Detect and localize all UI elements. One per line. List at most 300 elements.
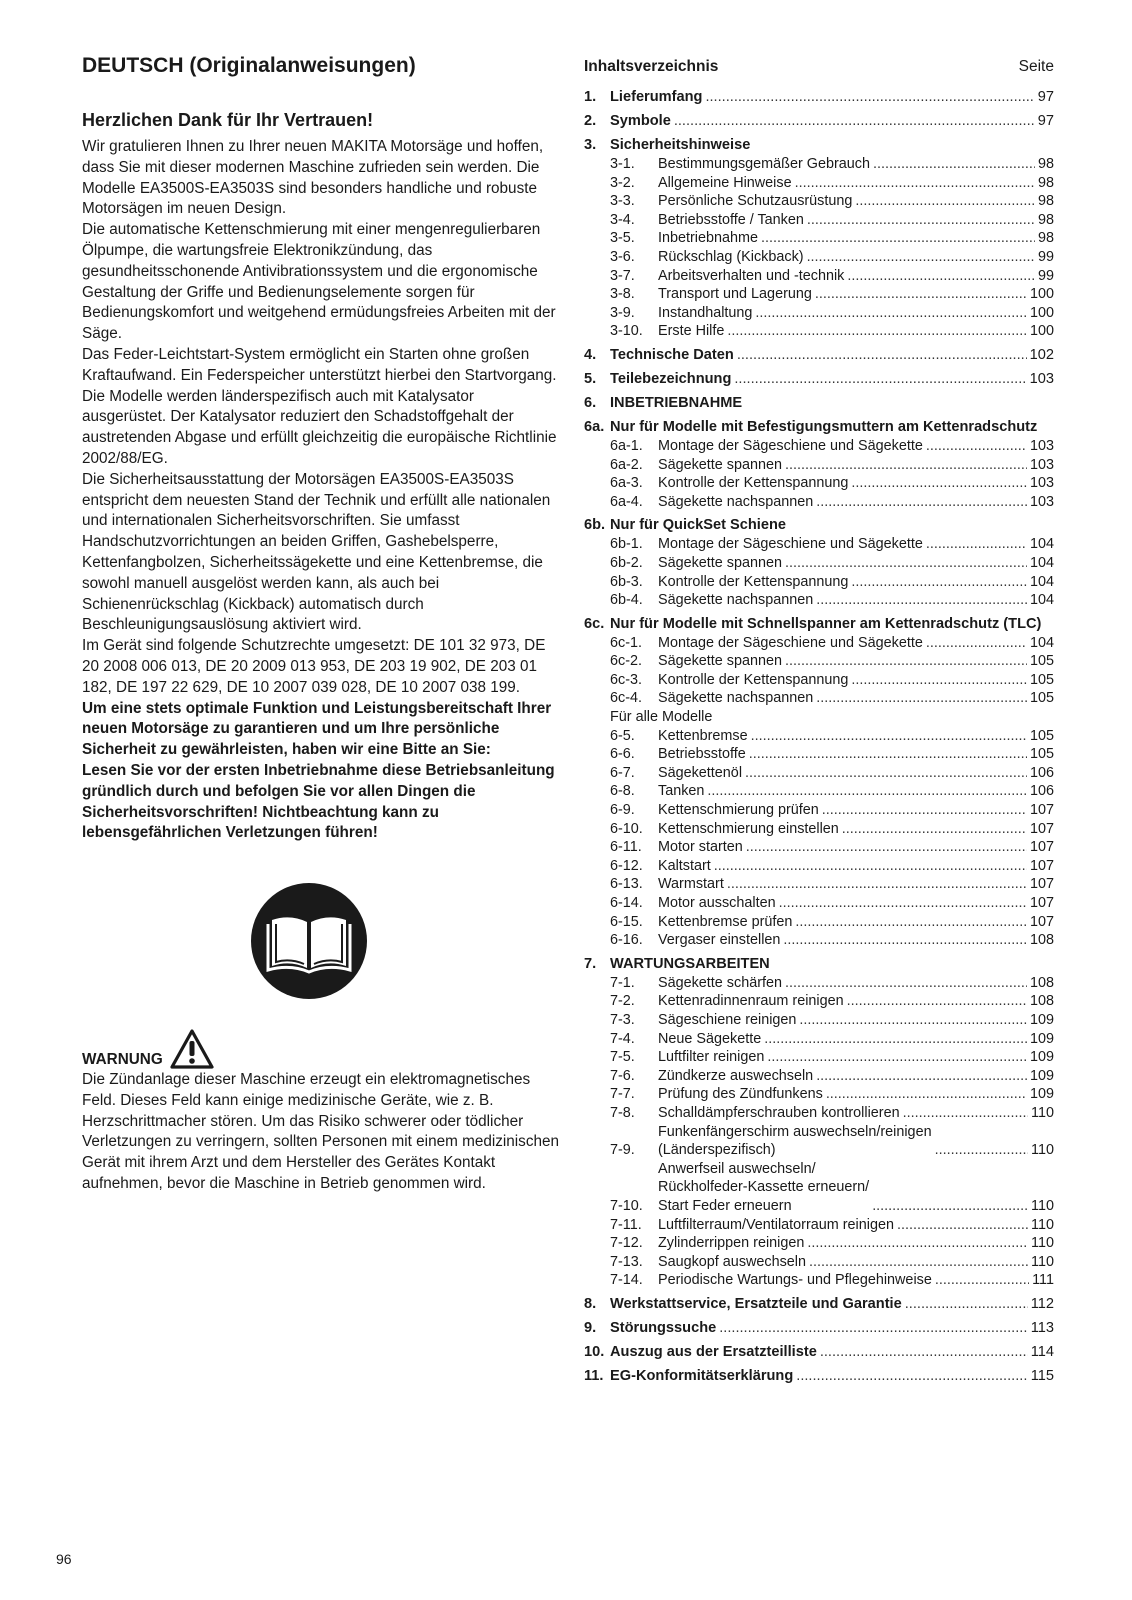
toc-entry[interactable] bbox=[610, 857, 1054, 876]
toc-entry-page: 104 bbox=[1029, 592, 1054, 609]
toc-entry-title-line: Rückschlag (Kickback) bbox=[658, 248, 804, 265]
toc-entry-page: 105 bbox=[1029, 653, 1054, 670]
toc-entry-page: 98 bbox=[1037, 174, 1054, 191]
toc-entry-page: 107 bbox=[1029, 857, 1054, 874]
toc-entry[interactable] bbox=[610, 591, 1054, 610]
toc-entry-number: 6-8. bbox=[610, 783, 635, 800]
toc-entry-page: 110 bbox=[1031, 1253, 1054, 1270]
warning-text: Die Zündanlage dieser Maschine erzeugt ein elektromagnetisches Feld. Dieses Feld kann einige medizinische Geräte, wie z. B. Herzschrittmacher stören. Um das Risiko schwerer oder tödlicher Verletzungen zu verringern, sollten Personen mit einem medizinischen Gerät mit ihrem Arzt und dem Hersteller des Gerätes Kontakt aufnehmen, bevor die Maschine in Betrieb genommen wird. bbox=[82, 1071, 560, 1193]
toc-entry-page: 104 bbox=[1029, 634, 1054, 651]
toc-entry-title-line: Periodische Wartungs- und Pflegehinweise bbox=[658, 1272, 932, 1289]
toc-entry-page: 109 bbox=[1029, 1086, 1054, 1103]
toc-entry-title bbox=[658, 437, 923, 456]
toc-dot-leader bbox=[935, 1141, 1028, 1160]
toc-entry-page: 105 bbox=[1029, 727, 1054, 744]
toc-dot-leader bbox=[807, 211, 1035, 230]
toc-dot-leader bbox=[851, 671, 1027, 690]
toc-entry[interactable] bbox=[610, 285, 1054, 304]
toc-entry[interactable] bbox=[610, 727, 1054, 746]
toc-dot-leader bbox=[795, 174, 1035, 193]
toc-entry-number: 6a-4. bbox=[610, 493, 643, 510]
toc-section-heading[interactable] bbox=[584, 112, 1054, 131]
toc-entry[interactable] bbox=[610, 634, 1054, 653]
toc-entry-title bbox=[658, 248, 804, 267]
toc-entry-page: 109 bbox=[1029, 1030, 1054, 1047]
toc-entry-page: 110 bbox=[1031, 1104, 1054, 1121]
toc-entry-list bbox=[610, 155, 1054, 341]
toc-entry[interactable] bbox=[610, 573, 1054, 592]
toc-section-heading[interactable] bbox=[584, 1319, 1054, 1338]
toc-entry-page: 99 bbox=[1037, 248, 1054, 265]
toc-entry-page: 98 bbox=[1037, 193, 1054, 210]
toc-section-heading[interactable] bbox=[584, 394, 1054, 413]
toc-entry-page: 105 bbox=[1029, 690, 1054, 707]
toc-entry-title bbox=[658, 474, 848, 493]
toc-entry-title bbox=[658, 1104, 900, 1123]
toc-entry-title bbox=[658, 1160, 869, 1216]
toc-entry-title bbox=[658, 1253, 806, 1272]
toc-entry[interactable] bbox=[610, 554, 1054, 573]
toc-section-page: 113 bbox=[1030, 1319, 1054, 1336]
toc-entry-title-line: Sägeschiene reinigen bbox=[658, 1011, 797, 1028]
toc-dot-leader bbox=[755, 304, 1027, 323]
toc-dot-leader bbox=[842, 820, 1027, 839]
toc-entry-list bbox=[610, 535, 1054, 609]
toc-entry[interactable] bbox=[610, 764, 1054, 783]
toc-entry-page: 106 bbox=[1029, 764, 1054, 781]
toc-entry-number: 6-10. bbox=[610, 820, 643, 837]
toc-entry-title bbox=[658, 493, 813, 512]
toc-section-number: 4. bbox=[584, 346, 597, 363]
toc-entry-title-line: Persönliche Schutzausrüstung bbox=[658, 193, 853, 210]
toc-section-heading[interactable] bbox=[584, 346, 1054, 365]
toc-entry-title bbox=[658, 764, 742, 783]
toc-dot-leader bbox=[714, 857, 1027, 876]
toc-entry-page: 105 bbox=[1029, 671, 1054, 688]
toc-entry-number: 7-14. bbox=[610, 1272, 643, 1289]
toc-section-number: 6b. bbox=[584, 517, 606, 534]
toc-dot-leader bbox=[815, 285, 1027, 304]
toc-entry[interactable] bbox=[610, 745, 1054, 764]
toc-entry[interactable] bbox=[610, 801, 1054, 820]
toc-section bbox=[584, 88, 1054, 107]
toc-entry[interactable] bbox=[610, 155, 1054, 174]
toc-entry-page: 107 bbox=[1029, 913, 1054, 930]
toc-entry[interactable] bbox=[610, 248, 1054, 267]
toc-dot-leader bbox=[816, 1067, 1027, 1086]
toc-entry-title-line: Funkenfängerschirm auswechseln/reinigen bbox=[658, 1123, 932, 1140]
toc-entry-title bbox=[658, 913, 792, 932]
toc-entry[interactable] bbox=[610, 838, 1054, 857]
toc-entry-page: 103 bbox=[1029, 456, 1054, 473]
toc-entry[interactable] bbox=[610, 875, 1054, 894]
toc-entry-title bbox=[658, 1048, 764, 1067]
toc-entry[interactable] bbox=[610, 992, 1054, 1011]
toc-body bbox=[584, 88, 1054, 1386]
toc-section-number: 7. bbox=[584, 955, 597, 972]
toc-entry-page: 99 bbox=[1037, 267, 1054, 284]
toc-entry[interactable] bbox=[610, 1104, 1054, 1123]
toc-entry-title bbox=[658, 1067, 813, 1086]
toc-entry-title-line: Start Feder erneuern bbox=[658, 1197, 792, 1214]
toc-section bbox=[584, 136, 1054, 341]
toc-entry[interactable] bbox=[610, 535, 1054, 554]
toc-section-title: EG-Konformitätserklärung bbox=[610, 1367, 794, 1384]
toc-section-number: 8. bbox=[584, 1295, 597, 1312]
toc-entry[interactable] bbox=[610, 267, 1054, 286]
toc-entry-title bbox=[658, 1030, 761, 1049]
toc-entry-number: 7-2. bbox=[610, 993, 635, 1010]
toc-entry[interactable] bbox=[610, 1234, 1054, 1253]
toc-entry[interactable] bbox=[610, 1085, 1054, 1104]
toc-dot-leader bbox=[779, 894, 1027, 913]
toc-dot-leader bbox=[926, 634, 1027, 653]
toc-entry-title bbox=[658, 745, 746, 764]
toc-entry-title-line: Schalldämpferschrauben kontrollieren bbox=[658, 1104, 900, 1121]
toc-entry[interactable] bbox=[610, 1011, 1054, 1030]
toc-entry-title bbox=[658, 689, 813, 708]
toc-entry-number: 6-11. bbox=[610, 839, 642, 856]
toc-entry-number: 6b-1. bbox=[610, 536, 643, 553]
toc-entry-title bbox=[658, 211, 804, 230]
toc-dot-leader bbox=[807, 248, 1035, 267]
intro-paragraph: Lesen Sie vor der ersten Inbetriebnahme diese Betriebsanleitung gründlich durch und befolgen Sie vor allen Dingen die Sicherheitsvorschriften! Nichtbeachtung kann zu lebensgefährlichen Verletzungen führen! bbox=[82, 761, 555, 842]
toc-section-heading[interactable] bbox=[584, 1367, 1054, 1386]
toc-entry-page: 100 bbox=[1029, 286, 1054, 303]
toc-dot-leader bbox=[935, 1271, 1029, 1290]
toc-entry-title-line: Rückholfeder-Kassette erneuern/ bbox=[658, 1179, 870, 1196]
toc-entry-number: 6a-2. bbox=[610, 456, 643, 473]
toc-entry-title-line: Instandhaltung bbox=[658, 304, 753, 321]
toc-entry-title-line: Arbeitsverhalten und -technik bbox=[658, 267, 845, 284]
toc-entry-page: 106 bbox=[1029, 783, 1054, 800]
toc-entry-title bbox=[658, 1011, 796, 1030]
toc-section-heading[interactable] bbox=[584, 1295, 1054, 1314]
warning-heading bbox=[82, 1026, 560, 1070]
toc-dot-leader bbox=[767, 1048, 1027, 1067]
toc-entry-title bbox=[658, 1271, 932, 1290]
intro-paragraph: Die automatische Kettenschmierung mit einer mengenregulierbaren Ölpumpe, die wartungsfreie Elektronikzündung, das gesundheitsschonende Antivibrationssystem und die ergonomische Gestaltung der Griffe und Bedienungselemente sorgen für Bedienungskomfort und weitgehend ermüdungsfreies Arbeiten mit der Säge. bbox=[82, 221, 556, 343]
toc-entry-title-line: Tanken bbox=[658, 783, 705, 800]
toc-entry-number: 6-14. bbox=[610, 895, 643, 911]
toc-entry[interactable] bbox=[610, 1123, 1054, 1160]
toc-entry-title bbox=[658, 1085, 823, 1104]
toc-entry-number: 6-5. bbox=[610, 727, 635, 744]
toc-dot-leader bbox=[761, 229, 1035, 248]
toc-dot-leader bbox=[816, 689, 1027, 708]
toc-header bbox=[584, 56, 1054, 78]
toc-section-title: Technische Daten bbox=[610, 346, 734, 363]
toc-entry-title-line: Prüfung des Zündfunkens bbox=[658, 1086, 823, 1103]
intro-paragraph: Die Sicherheitsausstattung der Motorsägen EA3500S-EA3503S entspricht dem neuesten Stand der Technik und erfüllt alle nationalen und internationalen Sicherheitsvorschriften. Sie umfasst Handschutzvorrichtungen an beiden Griffen, Gashebelsperre, Kettenfangbolzen, Sicherheitssägekette und eine Kettenbremse, die sowohl manuell ausgelöst werden kann, als auch bei Schienenrückschlag (Kickback) automatisch durch Beschleunigungsauslösung aktiviert wird. bbox=[82, 470, 551, 634]
toc-entry-page: 107 bbox=[1029, 802, 1054, 819]
toc-entry-title-line: Luftfilter reinigen bbox=[658, 1049, 765, 1066]
toc-entry[interactable] bbox=[610, 1216, 1054, 1235]
toc-entry-number: 6b-4. bbox=[610, 592, 643, 609]
toc-entry-number: 7-12. bbox=[610, 1235, 643, 1252]
toc-entry-title bbox=[658, 782, 704, 801]
toc-entry[interactable] bbox=[610, 820, 1054, 839]
toc-entry[interactable] bbox=[610, 1271, 1054, 1290]
toc-entry-page: 103 bbox=[1029, 437, 1054, 454]
toc-section-heading[interactable] bbox=[584, 88, 1054, 107]
toc-dot-leader bbox=[796, 1367, 1027, 1386]
toc-entry[interactable] bbox=[610, 782, 1054, 801]
toc-dot-leader bbox=[785, 554, 1027, 573]
toc-section-number: 2. bbox=[584, 113, 597, 129]
toc-entry-list bbox=[610, 437, 1054, 511]
toc-entry-number: 3-10. bbox=[610, 323, 643, 340]
toc-entry-title bbox=[658, 931, 780, 950]
toc-entry-number: 3-9. bbox=[610, 304, 635, 321]
toc-section bbox=[584, 1295, 1054, 1314]
toc-entry[interactable] bbox=[610, 1160, 1054, 1216]
toc-entry-title bbox=[658, 875, 724, 894]
left-column bbox=[82, 52, 560, 1195]
toc-entry[interactable] bbox=[610, 229, 1054, 248]
toc-entry-number: 6-13. bbox=[610, 876, 643, 893]
toc-entry[interactable] bbox=[610, 1048, 1054, 1067]
toc-dot-leader bbox=[897, 1216, 1028, 1235]
toc-entry-title bbox=[658, 174, 792, 193]
toc-entry[interactable] bbox=[610, 456, 1054, 475]
toc-entry-title-line: Sägekette nachspannen bbox=[658, 690, 814, 707]
toc-entry-title bbox=[658, 267, 844, 286]
toc-entry-title-line: (Länderspezifisch) bbox=[658, 1142, 776, 1159]
toc-entry[interactable] bbox=[610, 211, 1054, 230]
toc-entry[interactable] bbox=[610, 894, 1054, 913]
document-title: DEUTSCH (Originalanweisungen) bbox=[82, 54, 416, 77]
toc-section-number: 1. bbox=[584, 89, 597, 105]
toc-section bbox=[584, 955, 1054, 1290]
toc-section-heading[interactable] bbox=[584, 615, 1054, 634]
toc-entry-page: 100 bbox=[1029, 304, 1054, 321]
toc-entry-list bbox=[610, 634, 1054, 708]
toc-entry-number: 7-6. bbox=[610, 1067, 635, 1084]
toc-dot-leader bbox=[820, 1343, 1028, 1362]
toc-entry-title-line: Erste Hilfe bbox=[658, 323, 725, 340]
toc-section-page: 103 bbox=[1029, 370, 1054, 387]
toc-entry-page: 100 bbox=[1029, 323, 1054, 340]
toc-entry[interactable] bbox=[610, 652, 1054, 671]
toc-entry-title-line: Kontrolle der Kettenspannung bbox=[658, 573, 849, 590]
toc-entry[interactable] bbox=[610, 474, 1054, 493]
toc-section-title: Sicherheitshinweise bbox=[610, 137, 751, 153]
toc-section-number: 5. bbox=[584, 370, 597, 387]
thanks-heading: Herzlichen Dank für Ihr Vertrauen! bbox=[82, 110, 374, 130]
toc-entry[interactable] bbox=[610, 192, 1054, 211]
toc-entry[interactable] bbox=[610, 1030, 1054, 1049]
toc-entry-page: 109 bbox=[1029, 1067, 1054, 1084]
toc-entry-page: 104 bbox=[1029, 554, 1054, 571]
toc-dot-leader bbox=[851, 474, 1027, 493]
toc-entry-title-line: Sägekette schärfen bbox=[658, 974, 782, 991]
toc-entry-number: 3-8. bbox=[610, 286, 635, 303]
toc-entry[interactable] bbox=[610, 974, 1054, 993]
toc-dot-leader bbox=[873, 155, 1035, 174]
toc-dot-leader bbox=[734, 370, 1026, 389]
toc-dot-leader bbox=[905, 1295, 1028, 1314]
toc-section-number: 6a. bbox=[584, 418, 605, 435]
toc-entry-title-line: Sägekette spannen bbox=[658, 456, 783, 473]
toc-section-title: Lieferumfang bbox=[610, 89, 703, 105]
toc-section bbox=[584, 370, 1054, 389]
toc-section-number: 6c. bbox=[584, 615, 605, 632]
toc-entry-title bbox=[658, 671, 848, 690]
toc-entry-number: 3-7. bbox=[610, 267, 635, 284]
toc-entry-title-line: Kettenradinnenraum reinigen bbox=[658, 993, 844, 1010]
toc-dot-leader bbox=[926, 535, 1027, 554]
toc-entry-page: 103 bbox=[1029, 493, 1054, 510]
toc-entry-number: 6-15. bbox=[610, 913, 643, 930]
toc-section-page: 112 bbox=[1030, 1295, 1054, 1312]
toc-section-number: 11. bbox=[584, 1367, 604, 1384]
toc-entry-title bbox=[658, 155, 870, 174]
intro-paragraph: Um eine stets optimale Funktion und Leistungsbereitschaft Ihrer neuen Motorsäge zu garantieren und um Ihre persönliche Sicherheit zu gewährleisten, haben wir eine Bitte an Sie: bbox=[82, 699, 552, 759]
toc-section-title: Symbole bbox=[610, 113, 671, 129]
toc-entry-title bbox=[658, 535, 923, 554]
toc-entry-number: 3-1. bbox=[610, 156, 635, 172]
toc-entry-page: 110 bbox=[1031, 1142, 1054, 1159]
toc-entry-title-line: Kettenbremse prüfen bbox=[658, 913, 793, 930]
read-manual-icon bbox=[250, 882, 368, 1000]
toc-entry-title-line: Kontrolle der Kettenspannung bbox=[658, 671, 849, 688]
toc-entry-title-line: Betriebsstoffe / Tanken bbox=[658, 211, 804, 228]
toc-dot-leader bbox=[816, 591, 1027, 610]
toc-entry-title-line: Warmstart bbox=[658, 876, 724, 893]
toc-dot-leader bbox=[746, 838, 1027, 857]
toc-entry[interactable] bbox=[610, 931, 1054, 950]
toc-entry[interactable] bbox=[610, 322, 1054, 341]
toc-entry[interactable] bbox=[610, 304, 1054, 323]
toc-dot-leader bbox=[674, 112, 1035, 131]
toc-entry-title-line: Vergaser einstellen bbox=[658, 932, 781, 949]
toc-note: Für alle Modelle bbox=[610, 709, 713, 726]
toc-entry[interactable] bbox=[610, 437, 1054, 456]
toc-entry-title-line: Saugkopf auswechseln bbox=[658, 1253, 807, 1270]
toc-entry-title-line: Inbetriebnahme bbox=[658, 230, 759, 247]
toc-entry-number: 6-16. bbox=[610, 932, 643, 949]
toc-entry-title bbox=[658, 229, 758, 248]
toc-entry-number: 7-3. bbox=[610, 1011, 635, 1028]
toc-entry-number: 7-10. bbox=[610, 1197, 643, 1214]
toc-section-title: Störungssuche bbox=[610, 1319, 717, 1336]
toc-entry-title-line: Sägekette spannen bbox=[658, 653, 783, 670]
table-of-contents bbox=[584, 56, 1054, 1391]
toc-entry[interactable] bbox=[610, 1067, 1054, 1086]
toc-entry-title-line: Montage der Sägeschiene und Sägekette bbox=[658, 536, 923, 553]
toc-entry-title bbox=[658, 652, 782, 671]
toc-entry-page: 104 bbox=[1029, 573, 1054, 590]
toc-entry[interactable] bbox=[610, 493, 1054, 512]
warning-triangle-icon bbox=[169, 1028, 215, 1070]
toc-section-page: 97 bbox=[1037, 89, 1054, 105]
intro-paragraph: Im Gerät sind folgende Schutzrechte umgesetzt: DE 101 32 973, DE 20 2008 006 013, DE 20 2009 013 953, DE 203 19 902, DE 203 01 182, DE 197 22 629, DE 10 2007 039 028, DE 10 2007 038 199. bbox=[82, 637, 546, 696]
toc-section bbox=[584, 418, 1054, 511]
toc-entry-title bbox=[658, 992, 844, 1011]
toc-entry-number: 6-9. bbox=[610, 802, 635, 819]
toc-entry-page: 98 bbox=[1037, 156, 1054, 172]
toc-section-number: 10. bbox=[584, 1343, 605, 1360]
toc-entry-title-line: Zylinderrippen reinigen bbox=[658, 1235, 805, 1252]
toc-entry-title-line: Motor ausschalten bbox=[658, 895, 776, 911]
toc-entry[interactable] bbox=[610, 1253, 1054, 1272]
toc-dot-leader bbox=[785, 974, 1027, 993]
toc-entry-title bbox=[658, 1234, 804, 1253]
toc-entry-title bbox=[658, 838, 743, 857]
toc-dot-leader bbox=[783, 931, 1027, 950]
toc-entry-title bbox=[658, 801, 819, 820]
toc-entry-title-line: Motor starten bbox=[658, 839, 743, 856]
toc-section-title: Nur für Modelle mit Befestigungsmuttern am Kettenradschutz bbox=[610, 418, 1038, 435]
toc-section-heading[interactable] bbox=[584, 418, 1054, 437]
toc-entry-title-line: Kettenschmierung einstellen bbox=[658, 820, 839, 837]
toc-section-page: 115 bbox=[1030, 1367, 1054, 1384]
toc-entry-number: 3-6. bbox=[610, 248, 635, 265]
toc-section-heading[interactable] bbox=[584, 516, 1054, 535]
toc-entry-number: 7-7. bbox=[610, 1086, 635, 1103]
toc-entry-title-line: Anwerfseil auswechseln/ bbox=[658, 1160, 816, 1177]
toc-entry-page: 98 bbox=[1037, 230, 1054, 247]
toc-section bbox=[584, 394, 1054, 413]
toc-entry-number: 7-5. bbox=[610, 1049, 635, 1066]
toc-entry-page: 109 bbox=[1029, 1049, 1054, 1066]
toc-entry-page: 107 bbox=[1029, 895, 1054, 911]
toc-section-heading[interactable] bbox=[584, 136, 1054, 155]
toc-entry-number: 3-4. bbox=[610, 211, 635, 228]
toc-section-title: Auszug aus der Ersatzteilliste bbox=[610, 1343, 817, 1360]
toc-entry-number: 7-1. bbox=[610, 974, 635, 991]
toc-entry-title-line: Transport und Lagerung bbox=[658, 286, 812, 303]
toc-dot-leader bbox=[822, 801, 1027, 820]
toc-section-heading[interactable] bbox=[584, 370, 1054, 389]
toc-section bbox=[584, 1343, 1054, 1362]
toc-dot-leader bbox=[705, 88, 1034, 107]
toc-entry-page: 107 bbox=[1029, 820, 1054, 837]
toc-dot-leader bbox=[785, 652, 1027, 671]
toc-section bbox=[584, 1319, 1054, 1338]
toc-entry[interactable] bbox=[610, 174, 1054, 193]
toc-section-title: WARTUNGSARBEITEN bbox=[610, 955, 770, 972]
toc-dot-leader bbox=[745, 764, 1027, 783]
toc-entry-number: 6-7. bbox=[610, 764, 635, 781]
toc-page-label: Seite bbox=[1018, 58, 1054, 75]
toc-dot-leader bbox=[707, 782, 1027, 801]
intro-paragraph: Das Feder-Leichtstart-System ermöglicht ein Starten ohne großen Kraftaufwand. Ein Federspeicher unterstützt hierbei den Startvorgang. bbox=[82, 345, 557, 384]
toc-entry[interactable] bbox=[610, 913, 1054, 932]
toc-entry[interactable] bbox=[610, 671, 1054, 690]
toc-entry-title bbox=[658, 1216, 894, 1235]
toc-entry-title-line: Kaltstart bbox=[658, 857, 711, 874]
toc-entry-number: 7-11. bbox=[610, 1216, 642, 1233]
toc-dot-leader bbox=[727, 875, 1027, 894]
toc-entry[interactable] bbox=[610, 689, 1054, 708]
toc-entry-title bbox=[658, 192, 852, 211]
toc-dot-leader bbox=[807, 1234, 1028, 1253]
toc-entry-title-line: Sägekette spannen bbox=[658, 554, 783, 571]
toc-section-heading[interactable] bbox=[584, 955, 1054, 974]
toc-dot-leader bbox=[727, 322, 1027, 341]
toc-entry-title bbox=[658, 456, 782, 475]
toc-section-title: INBETRIEBNAHME bbox=[610, 394, 743, 411]
toc-entry-title-line: Sägekettenöl bbox=[658, 764, 743, 781]
toc-entry-title bbox=[658, 820, 839, 839]
toc-entry-page: 104 bbox=[1029, 536, 1054, 553]
toc-entry-number: 7-8. bbox=[610, 1104, 635, 1121]
toc-section-heading[interactable] bbox=[584, 1343, 1054, 1362]
toc-section-title: Nur für Modelle mit Schnellspanner am Kettenradschutz (TLC) bbox=[610, 615, 1042, 632]
toc-section-page: 102 bbox=[1029, 346, 1054, 363]
